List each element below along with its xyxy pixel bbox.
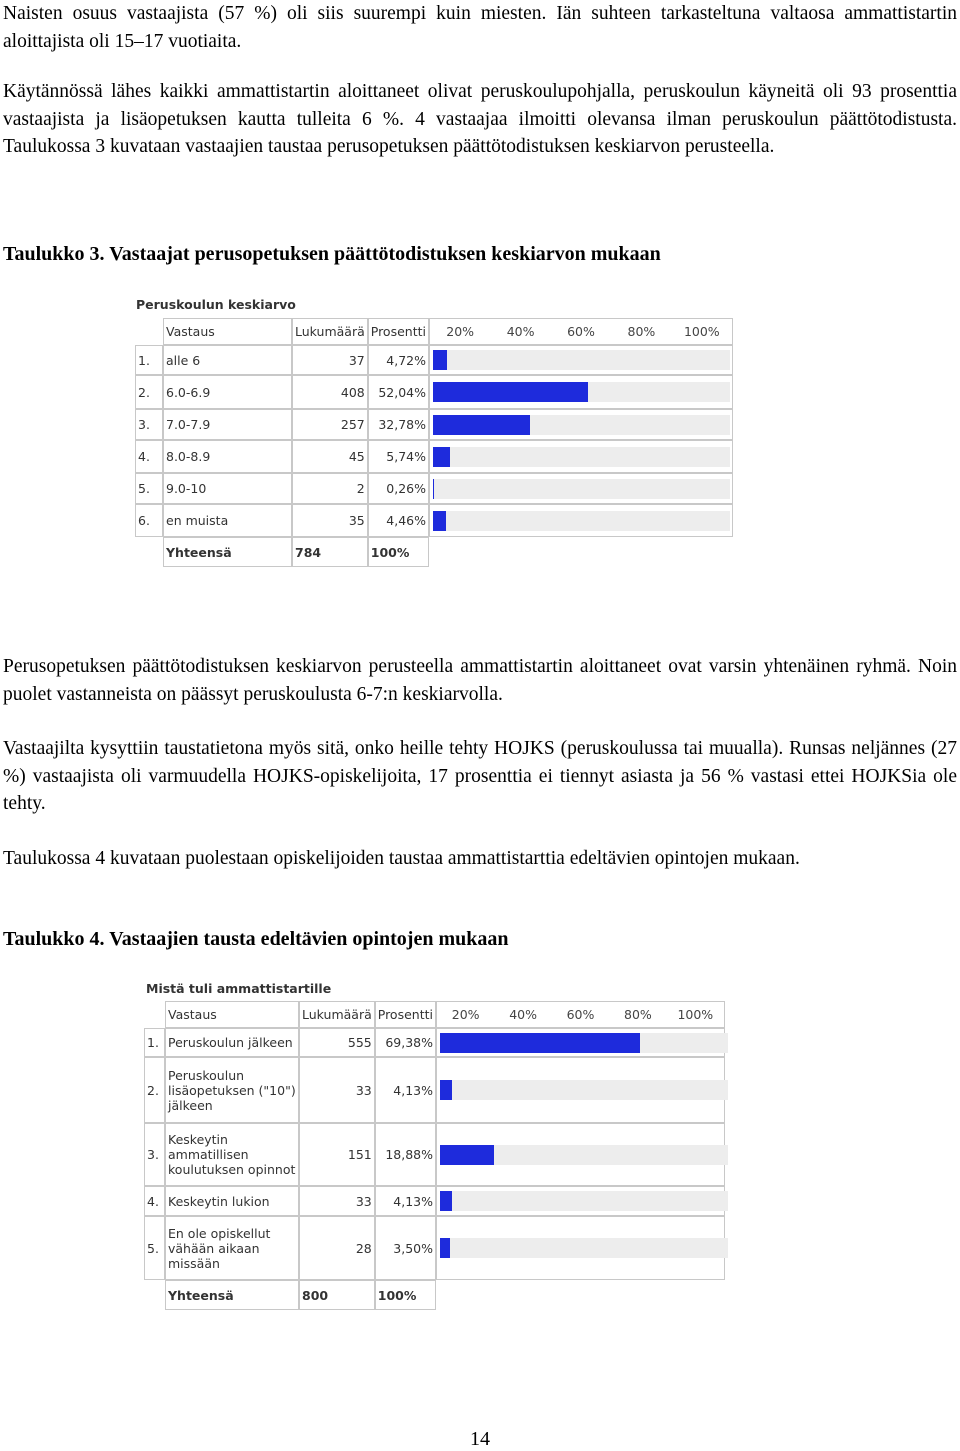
row-bar-cell <box>436 1186 725 1216</box>
row-label: alle 6 <box>163 345 292 375</box>
row-percent: 18,88% <box>375 1123 436 1186</box>
row-percent: 32,78% <box>368 409 429 440</box>
scale-tick-label: 20% <box>451 1007 480 1022</box>
row-label: Keskeytin ammatillisen koulutuksen opinnot <box>165 1123 299 1186</box>
row-count: 33 <box>299 1057 375 1123</box>
bar-track <box>440 1080 728 1100</box>
bar <box>440 1191 452 1211</box>
row-count: 408 <box>292 375 368 409</box>
bar <box>433 511 446 531</box>
table3-header-row <box>135 318 733 345</box>
bar <box>433 382 588 402</box>
table4-header-answer: Vastaus <box>165 1001 299 1028</box>
table4-header-percent: Prosentti <box>375 1001 436 1028</box>
table4-title: Mistä tuli ammattistartille <box>146 981 332 996</box>
scale-tick-label: 80% <box>624 1007 652 1022</box>
row-count: 257 <box>292 409 368 440</box>
table3-row <box>135 409 733 440</box>
table3-row <box>135 440 733 473</box>
table4-caption: Taulukko 4. Vastaajien tausta edeltävien opintojen mukaan <box>3 928 509 950</box>
paragraph-gender-age: Naisten osuus vastaajista (57 %) oli siis suurempi kuin miesten. Iän suhteen tarkasteltuna valtaosa ammattistartin aloittajista oli 15–17 vuotiaita. <box>3 3 957 52</box>
table3-total-count: 784 <box>292 537 368 567</box>
row-percent: 52,04% <box>368 375 429 409</box>
bar-track <box>433 415 730 435</box>
row-bar-cell <box>436 1028 725 1057</box>
table3-header-count: Lukumäärä <box>292 318 368 345</box>
row-label: 6.0-6.9 <box>163 375 292 409</box>
scale-tick-label: 100% <box>683 324 720 339</box>
scale-tick-label: 80% <box>627 324 656 339</box>
table3-caption: Taulukko 3. Vastaajat perusopetuksen päättötodistuksen keskiarvon mukaan <box>3 243 661 265</box>
table4-row <box>144 1216 725 1280</box>
row-label: Peruskoulun lisäopetuksen ("10") jälkeen <box>165 1057 299 1123</box>
row-label: 8.0-8.9 <box>163 440 292 473</box>
row-count: 35 <box>292 504 368 537</box>
scale-tick-label: 20% <box>446 324 475 339</box>
row-count: 37 <box>292 345 368 375</box>
table3-total-percent: 100% <box>368 537 429 567</box>
table4-row <box>144 1123 725 1186</box>
row-percent: 0,26% <box>368 473 429 504</box>
row-bar-cell <box>436 1057 725 1123</box>
table4-total-count: 800 <box>299 1280 375 1310</box>
table4-header-row <box>144 1001 725 1028</box>
row-number: 6. <box>135 504 163 537</box>
table3 <box>135 318 733 567</box>
bar-track <box>433 511 730 531</box>
bar-track <box>440 1033 728 1053</box>
row-number: 2. <box>144 1057 165 1123</box>
row-bar-cell <box>429 345 733 375</box>
table3-row <box>135 345 733 375</box>
row-count: 151 <box>299 1123 375 1186</box>
row-number: 2. <box>135 375 163 409</box>
table3-total-label: Yhteensä <box>163 537 292 567</box>
table4-total-percent: 100% <box>375 1280 436 1310</box>
row-label: 7.0-7.9 <box>163 409 292 440</box>
row-label: en muista <box>163 504 292 537</box>
row-percent: 4,13% <box>375 1057 436 1123</box>
table3-row <box>135 375 733 409</box>
table4-row <box>144 1057 725 1123</box>
bar <box>440 1145 494 1165</box>
row-bar-cell <box>436 1123 725 1186</box>
bar <box>433 447 450 467</box>
table4-total-row <box>144 1280 725 1310</box>
bar-track <box>433 350 730 370</box>
scale-tick-label: 60% <box>566 1007 595 1022</box>
row-count: 555 <box>299 1028 375 1057</box>
row-number: 4. <box>135 440 163 473</box>
paragraph-grade-summary: Perusopetuksen päättötodistuksen keskiarvon perusteella ammattistartin aloittaneet ovat varsin yhtenäinen ryhmä. Noin puolet vastanneista on päässyt peruskoulusta 6-7:n keskiarvolla. <box>3 656 957 705</box>
row-count: 28 <box>299 1216 375 1280</box>
paragraph-school-background: Käytännössä lähes kaikki ammattistartin aloittaneet olivat peruskoulupohjalla, peruskoulun käyneitä oli 93 prosenttia vastaajista ja lisäopetuksen kautta tulleita 6 %. 4 vastaajaa ilmoitti olevansa ilman peruskoulun päättötodistusta. Taulukossa 3 kuvataan vastaajien taustaa perusopetuksen päättötodistuksen keskiarvon perusteella. <box>3 81 957 157</box>
row-percent: 5,74% <box>368 440 429 473</box>
table4 <box>144 1001 725 1310</box>
row-label: Peruskoulun jälkeen <box>165 1028 299 1057</box>
row-number: 1. <box>144 1028 165 1057</box>
scale-tick-label: 40% <box>506 324 535 339</box>
row-bar-cell <box>429 473 733 504</box>
row-percent: 4,13% <box>375 1186 436 1216</box>
row-percent: 69,38% <box>375 1028 436 1057</box>
bar-track <box>433 479 730 499</box>
scale-tick-label: 60% <box>567 324 595 339</box>
page-number: 14 <box>470 1428 490 1450</box>
table3-total-row <box>135 537 733 567</box>
table4-row <box>144 1186 725 1216</box>
bar <box>433 350 447 370</box>
row-bar-cell <box>429 504 733 537</box>
bar <box>440 1238 450 1258</box>
row-count: 2 <box>292 473 368 504</box>
row-label: Keskeytin lukion <box>165 1186 299 1216</box>
row-label: En ole opiskellut vähään aikaan missään <box>165 1216 299 1280</box>
table3-row <box>135 473 733 504</box>
row-bar-cell <box>429 409 733 440</box>
row-number: 4. <box>144 1186 165 1216</box>
bar-track <box>433 447 730 467</box>
bar <box>440 1033 640 1053</box>
table3-title: Peruskoulun keskiarvo <box>136 297 296 312</box>
bar <box>433 479 435 499</box>
row-number: 1. <box>135 345 163 375</box>
row-number: 3. <box>135 409 163 440</box>
scale-tick-label: 100% <box>677 1007 714 1022</box>
row-percent: 3,50% <box>375 1216 436 1280</box>
row-count: 45 <box>292 440 368 473</box>
bar-track <box>433 382 730 402</box>
row-bar-cell <box>429 440 733 473</box>
table3-scale <box>429 318 733 345</box>
scale-tick-label: 40% <box>509 1007 537 1022</box>
row-count: 33 <box>299 1186 375 1216</box>
table3-header-answer: Vastaus <box>163 318 292 345</box>
row-bar-cell <box>429 375 733 409</box>
row-label: 9.0-10 <box>163 473 292 504</box>
bar <box>433 415 530 435</box>
bar-track <box>440 1145 728 1165</box>
table4-header-count: Lukumäärä <box>299 1001 375 1028</box>
row-percent: 4,46% <box>368 504 429 537</box>
bar-track <box>440 1191 728 1211</box>
row-number: 3. <box>144 1123 165 1186</box>
row-number: 5. <box>144 1216 165 1280</box>
table4-row <box>144 1028 725 1057</box>
paragraph-table4-intro: Taulukossa 4 kuvataan puolestaan opiskelijoiden taustaa ammattistarttia edeltävien opintojen mukaan. <box>3 848 800 869</box>
row-bar-cell <box>436 1216 725 1280</box>
table4-scale <box>436 1001 725 1028</box>
bar <box>440 1080 452 1100</box>
table3-header-percent: Prosentti <box>368 318 429 345</box>
paragraph-hojks: Vastaajilta kysyttiin taustatietona myös sitä, onko heille tehty HOJKS (peruskoulussa tai muualla). Runsas neljännes (27 %) vastaajista oli varmuudella HOJKS-opiskelijoita, 17 prosenttia ei tiennyt asiasta ja 56 % vastasi ettei HOJKSia ole tehty. <box>3 738 957 814</box>
bar-track <box>440 1238 728 1258</box>
row-number: 5. <box>135 473 163 504</box>
row-percent: 4,72% <box>368 345 429 375</box>
table3-row <box>135 504 733 537</box>
table4-total-label: Yhteensä <box>165 1280 299 1310</box>
